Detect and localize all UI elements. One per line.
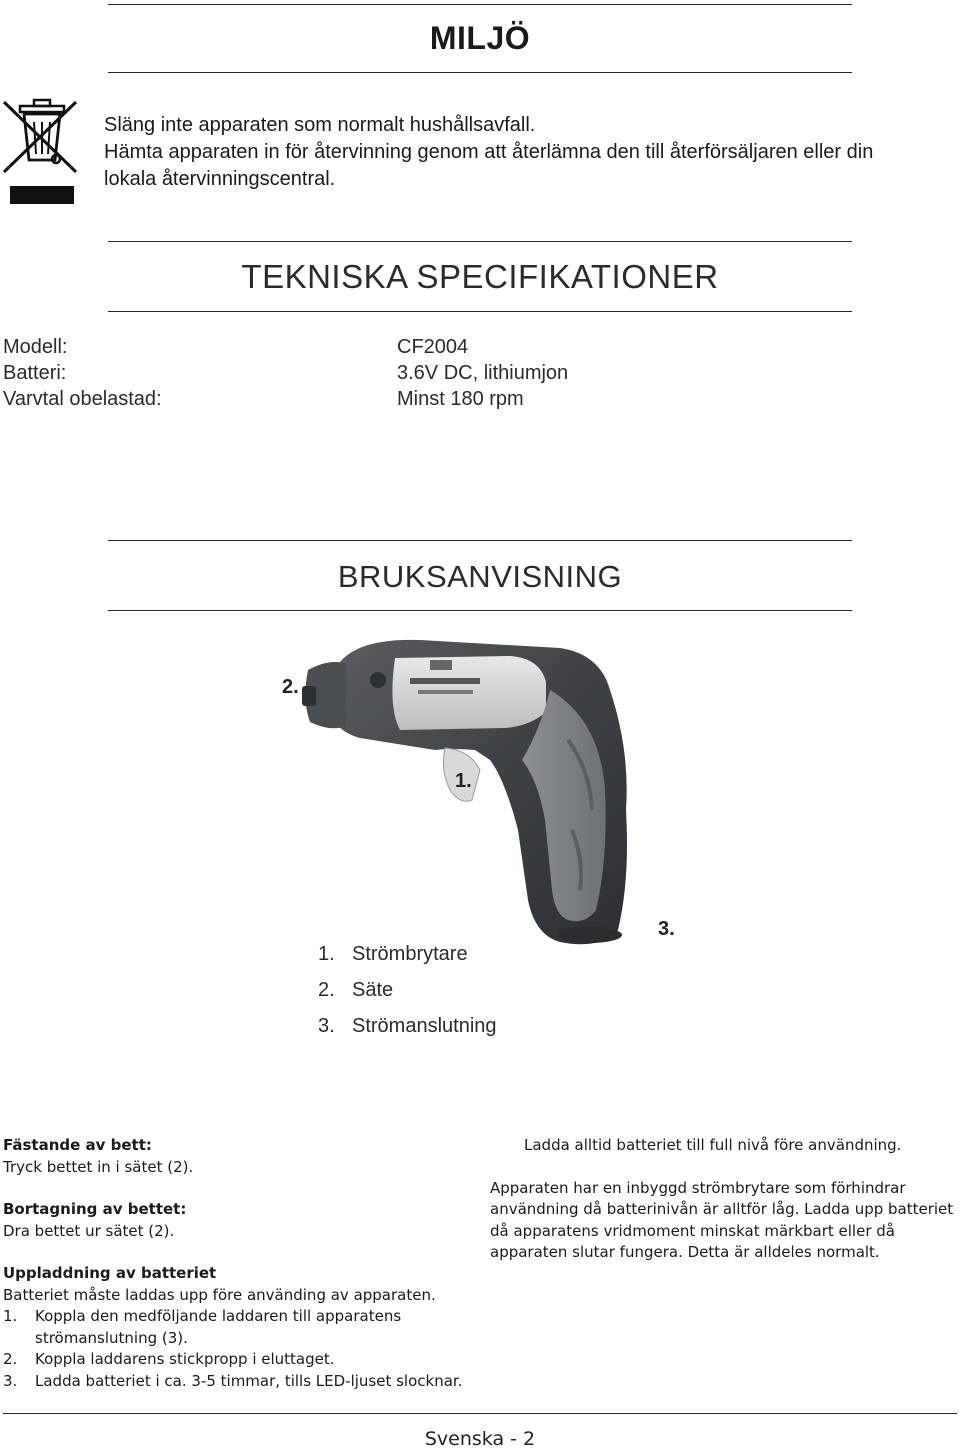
- attach-bit-heading: Fästande av bett:: [3, 1136, 152, 1154]
- remove-bit-heading: Bortagning av bettet:: [3, 1200, 187, 1218]
- step-text: Ladda batteriet i ca. 3-5 timmar, tills LED-ljuset slocknar.: [35, 1371, 463, 1390]
- charging-heading: Uppladdning av batteriet: [3, 1264, 217, 1282]
- disposal-line: lokala återvinningscentral.: [104, 168, 336, 190]
- disposal-text: [104, 112, 924, 193]
- charge-full-note: Ladda alltid batteriet till full nivå före användning.: [524, 1136, 902, 1154]
- step-text: Koppla laddarens stickpropp i eluttaget.: [35, 1350, 335, 1368]
- part-label: Strömbrytare: [352, 943, 468, 965]
- step-text: strömanslutning (3).: [35, 1328, 188, 1347]
- instructions-right-column: [490, 1135, 958, 1264]
- spec-label: Modell:: [3, 336, 68, 358]
- paragraph-line: då apparatens vridmoment minskat märkbart eller då: [490, 1221, 895, 1240]
- section-divider: [108, 610, 852, 611]
- section-divider: [108, 72, 852, 73]
- page-label: Svenska - 2: [424, 1428, 536, 1450]
- step-number: 1.: [3, 1307, 18, 1325]
- step-number: 3.: [3, 1371, 18, 1390]
- disposal-line: Hämta apparaten in för återvinning genom att återlämna den till återförsäljaren eller din: [104, 141, 874, 163]
- list-item: [3, 1306, 473, 1349]
- spec-label: Varvtal obelastad:: [3, 388, 162, 410]
- instructions-left-column: [3, 1135, 473, 1392]
- manual-title: BRUKSANVISNING: [337, 559, 623, 594]
- environment-title: MILJÖ: [429, 20, 531, 56]
- part-label: Strömanslutning: [352, 1015, 497, 1037]
- remove-bit-text: Dra bettet ur sätet (2).: [3, 1221, 175, 1240]
- callout-seat: 2.: [282, 676, 299, 698]
- list-item: [3, 1349, 473, 1371]
- callout-switch: 1.: [455, 770, 472, 792]
- callout-power-connector: 3.: [658, 918, 675, 940]
- charging-intro: Batteriet måste laddas upp före använding av apparaten.: [3, 1285, 436, 1304]
- specs-title: TEKNISKA SPECIFIKATIONER: [241, 258, 719, 295]
- paragraph-line: apparaten slutar fungera. Detta är alldeles normalt.: [490, 1243, 880, 1261]
- disposal-line: Släng inte apparaten som normalt hushållsavfall.: [104, 114, 536, 136]
- spec-value: CF2004: [397, 336, 469, 358]
- crossed-out-wheelie-bin-icon: [0, 96, 80, 206]
- attach-bit-text: Tryck bettet in i sätet (2).: [3, 1157, 194, 1176]
- list-item: [318, 1008, 497, 1044]
- spec-label: Batteri:: [3, 362, 67, 384]
- section-divider: [108, 4, 852, 5]
- cordless-screwdriver-illustration: [300, 630, 680, 960]
- section-divider: [108, 540, 852, 541]
- paragraph-line: Apparaten har en inbyggd strömbrytare som förhindrar: [490, 1178, 906, 1197]
- spec-value: Minst 180 rpm: [397, 388, 524, 410]
- list-item: [318, 936, 497, 972]
- paragraph-line: användning då batterinivån är alltför låg. Ladda upp batteriet: [490, 1200, 954, 1218]
- list-item: [318, 972, 497, 1008]
- list-item: [3, 1371, 473, 1393]
- footer-divider: [3, 1413, 957, 1414]
- step-number: 2.: [3, 1350, 18, 1368]
- part-label: Säte: [352, 979, 394, 1001]
- part-number: 2.: [318, 979, 335, 1001]
- parts-list: [318, 936, 497, 1044]
- spec-value: 3.6V DC, lithiumjon: [397, 362, 569, 384]
- section-divider: [108, 241, 852, 242]
- part-number: 3.: [318, 1015, 335, 1037]
- step-text: Koppla den medföljande laddaren till apparatens: [35, 1307, 402, 1325]
- section-divider: [108, 311, 852, 312]
- part-number: 1.: [318, 943, 335, 965]
